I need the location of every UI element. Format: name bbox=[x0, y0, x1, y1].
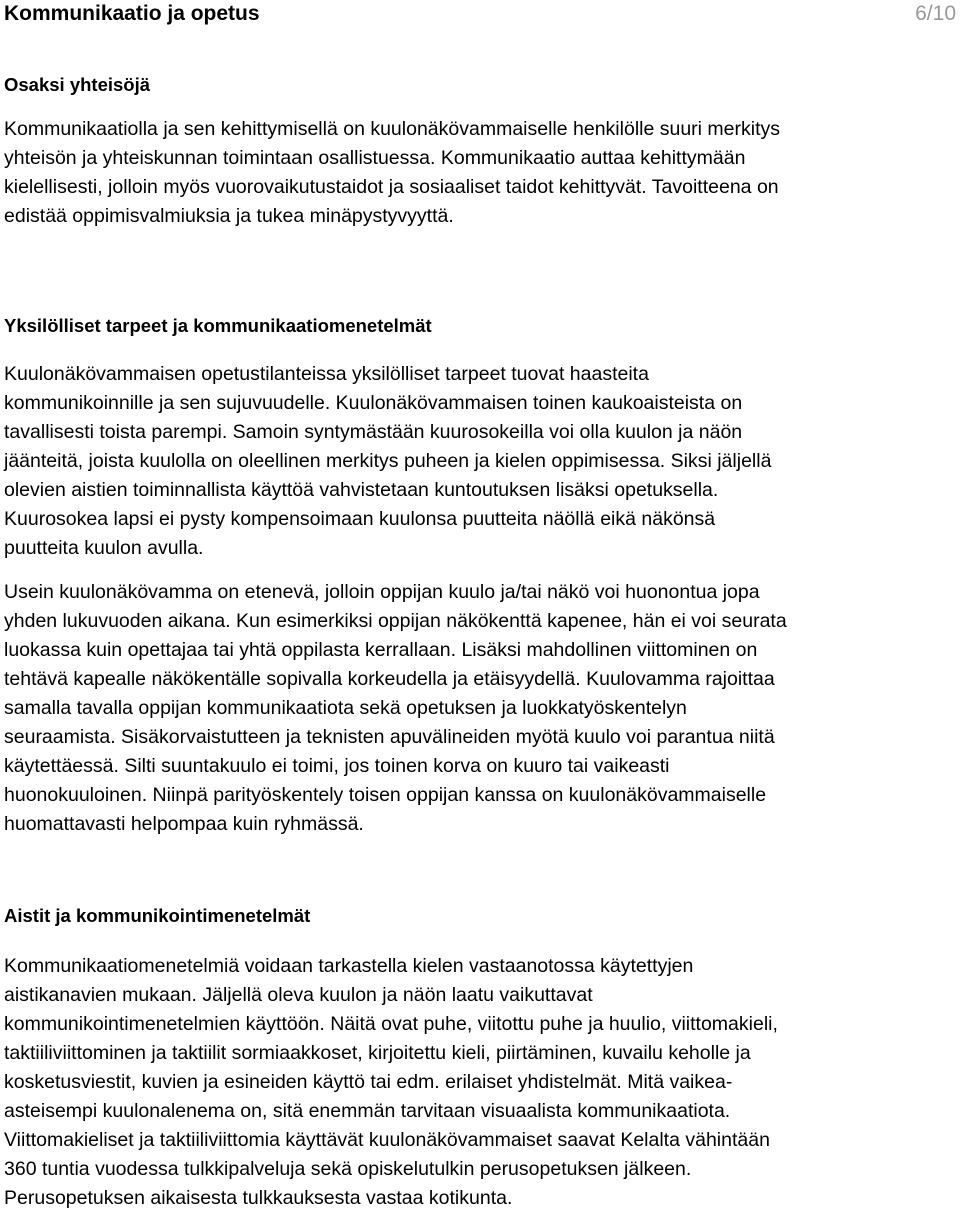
text-line: Usein kuulonäkövamma on etenevä, jolloin oppijan kuulo ja/tai näkö voi huonontua jopa bbox=[4, 581, 760, 603]
text-line: edistää oppimisvalmiuksia ja tukea minäpystyvyyttä. bbox=[4, 205, 454, 227]
text-line: kielellisesti, jolloin myös vuorovaikutustaidot ja sosiaaliset taidot kehittyvät. Tavoitteena on bbox=[4, 176, 779, 198]
text-line: taktiiliviittominen ja taktiilit sormiaakkoset, kirjoitettu kieli, piirtäminen, kuvailu keholle ja bbox=[4, 1042, 751, 1064]
text-line: asteisempi kuulonalenema on, sitä enemmän tarvitaan visuaalista kommunikaatiota. bbox=[4, 1100, 731, 1122]
paragraph bbox=[4, 578, 787, 839]
text-line: jäänteitä, joista kuulolla on oleellinen merkitys puheen ja kielen oppimisessa. Siksi jäljellä bbox=[4, 450, 772, 472]
text-line: kosketusviestit, kuvien ja esineiden käyttö tai edm. erilaiset yhdistelmät. Mitä vaikea- bbox=[4, 1071, 733, 1093]
text-line: Viittomakieliset ja taktiiliviittomia käyttävät kuulonäkövammaiset saavat Kelalta vähintään bbox=[4, 1129, 770, 1151]
text-line: puutteita kuulon avulla. bbox=[4, 537, 204, 559]
text-line: kommunikoinnille ja sen sujuvuudelle. Kuulonäkövammaisen toinen kaukoaisteista on bbox=[4, 392, 743, 414]
text-line: 360 tuntia vuodessa tulkkipalveluja sekä opiskelutulkin perusopetuksen jälkeen. bbox=[4, 1158, 692, 1180]
text-line: tehtävä kapealle näkökentälle sopivalla korkeudella ja etäisyydellä. Kuulovamma rajoittaa bbox=[4, 668, 775, 690]
paragraph bbox=[4, 115, 780, 231]
paragraph bbox=[4, 360, 771, 563]
text-line: samalla tavalla oppijan kommunikaatiota sekä opetuksen ja luokkatyöskentelyn bbox=[4, 697, 687, 719]
text-line: Kuulonäkövammaisen opetustilanteissa yksilölliset tarpeet tuovat haasteita bbox=[4, 363, 649, 385]
text-line: Kommunikaatiolla ja sen kehittymisellä on kuulonäkövammaiselle henkilölle suuri merkitys bbox=[4, 118, 781, 140]
document-title: Kommunikaatio ja opetus bbox=[4, 2, 260, 25]
text-line: huonokuuloinen. Niinpä parityöskentely toisen oppijan kanssa on kuulonäkövammaiselle bbox=[4, 784, 767, 806]
text-line: olevien aistien toiminnallista käyttöä vahvistetaan kuntoutuksen lisäksi opetuksella. bbox=[4, 479, 719, 501]
text-line: käytettäessä. Silti suuntakuulo ei toimi, jos toinen korva on kuuro tai vaikeasti bbox=[4, 755, 670, 777]
text-line: tavallisesti toista parempi. Samoin syntymästään kuurosokeilla voi olla kuulon ja näön bbox=[4, 421, 743, 443]
text-line: seuraamista. Sisäkorvaistutteen ja teknisten apuvälineiden myötä kuulo voi parantua niitä bbox=[4, 726, 775, 748]
text-line: Kommunikaatiomenetelmiä voidaan tarkastella kielen vastaanotossa käytettyjen bbox=[4, 955, 694, 977]
page-number: 6/10 bbox=[915, 2, 956, 25]
text-line: aistikanavien mukaan. Jäljellä oleva kuulon ja näön laatu vaikuttavat bbox=[4, 984, 593, 1006]
text-line: Kuurosokea lapsi ei pysty kompensoimaan kuulonsa puutteita näöllä eikä näkönsä bbox=[4, 508, 716, 530]
section-heading-yksilolliset-tarpeet: Yksilölliset tarpeet ja kommunikaatiomenetelmät bbox=[4, 315, 432, 336]
page-header bbox=[4, 0, 956, 30]
text-line: kommunikointimenetelmien käyttöön. Näitä ovat puhe, viitottu puhe ja huulio, viittomakieli, bbox=[4, 1013, 778, 1035]
text-line: luokassa kuin opettajaa tai yhtä oppilasta kerrallaan. Lisäksi mahdollinen viittominen on bbox=[4, 639, 758, 661]
text-line: Perusopetuksen aikaisesta tulkkauksesta vastaa kotikunta. bbox=[4, 1187, 513, 1209]
section-heading-aistit-ja-kommunikointimenetelmat: Aistit ja kommunikointimenetelmät bbox=[4, 905, 311, 926]
section-heading-osaksi-yhteisoja: Osaksi yhteisöjä bbox=[4, 74, 151, 95]
text-line: huomattavasti helpompaa kuin ryhmässä. bbox=[4, 813, 364, 835]
paragraph bbox=[4, 952, 778, 1213]
text-line: yhden lukuvuoden aikana. Kun esimerkiksi oppijan näkökenttä kapenee, hän ei voi seurata bbox=[4, 610, 787, 632]
text-line: yhteisön ja yhteiskunnan toimintaan osallistuessa. Kommunikaatio auttaa kehittymään bbox=[4, 147, 746, 169]
